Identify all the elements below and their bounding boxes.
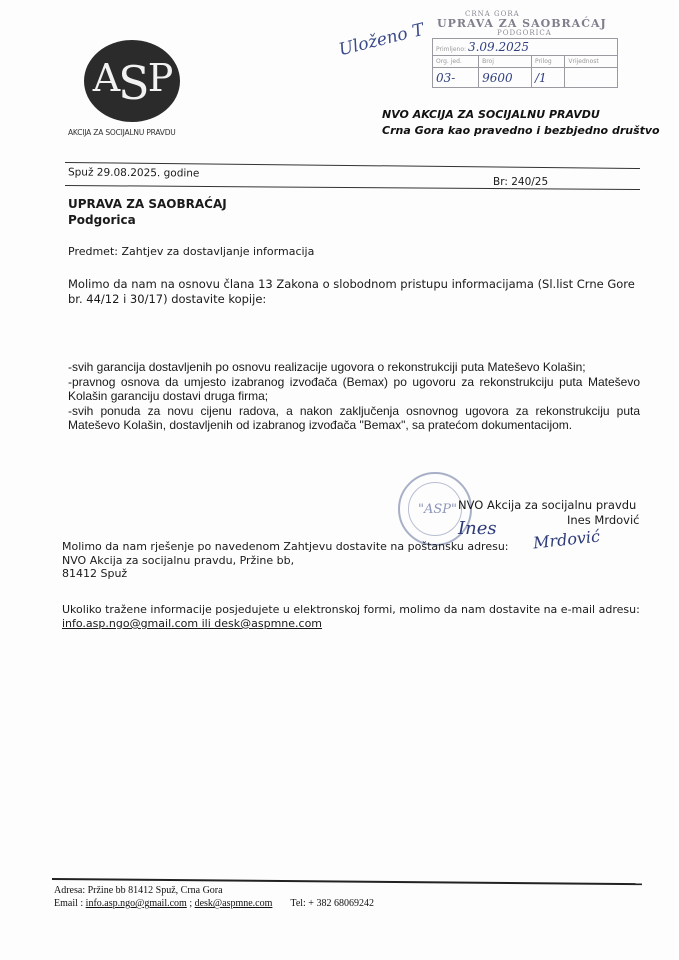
requested-item: -pravnog osnova da umjesto izabranog izvođača (Bemax) po ugovoru za rekonstrukciju puta Mateševo Kolašin garanciju dostavi druga firma; <box>68 374 640 403</box>
stamp-received-date: 3.09.2025 <box>467 40 530 54</box>
requested-item: -svih garancija dostavljenih po osnovu realizacije ugovora o rekonstrukciji puta Mateševo Kolašin; <box>68 360 586 374</box>
postal-request <box>62 540 509 581</box>
logo-letter-a: A <box>92 56 119 100</box>
stamp-received-cell <box>433 39 618 56</box>
footer-address: Adresa: Pržine bb 81412 Spuž, Crna Gora <box>54 885 223 896</box>
recipient-block <box>68 196 227 228</box>
footer-email-1[interactable]: info.asp.ngo@gmail.com <box>85 898 187 909</box>
footer-contact <box>54 897 374 910</box>
divider-bottom <box>65 185 640 190</box>
postal-address-line2: 81412 Spuž <box>62 567 128 580</box>
stamp-row-values <box>433 68 618 88</box>
stamp-row-headers <box>433 56 618 68</box>
stamp-title: UPRAVA ZA SAOBRAĆAJ <box>437 17 607 30</box>
intro-paragraph: Molimo da nam na osnovu člana 13 Zakona o slobodnom pristupu informacijama (Sl.list Crne Gore br. 44/12 i 30/17) dostavite kopije: <box>68 277 635 306</box>
footer-phone: Tel: + 382 68069242 <box>290 898 374 909</box>
reference-number: Br: 240/25 <box>493 176 549 188</box>
stamp-val-org: 03- <box>433 68 479 88</box>
signature-org: NVO Akcija za socijalnu pravdu <box>458 498 637 512</box>
stamp-val-number: 9600 <box>479 68 532 88</box>
sender-name: NVO AKCIJA ZA SOCIJALNU PRAVDU <box>382 108 600 121</box>
seal-text: "ASP" <box>418 502 457 517</box>
place-date: Spuž 29.08.2025. godine <box>67 166 200 180</box>
electronic-request <box>62 603 640 631</box>
postal-request-text: Molimo da nam rješenje po navedenom Zahtjevu dostavite na poštansku adresu: <box>62 540 509 553</box>
stamp-col-value: Vrijednost <box>565 56 618 68</box>
stamp-country: CRNA GORA <box>465 10 520 18</box>
footer-email-label: Email : <box>54 898 86 909</box>
stamp-row-received <box>433 39 618 56</box>
handwritten-note: Uloženo T <box>336 19 427 61</box>
electronic-request-text: Ukoliko tražene informacije posjedujete u elektronskoj formi, molimo da nam dostavite na e-mail adresu: <box>62 603 640 616</box>
stamp-val-value <box>565 68 618 88</box>
logo-caption: AKCIJA ZA SOCIJALNU PRAVDU <box>68 128 176 137</box>
stamp-city: PODGORICA <box>497 29 552 37</box>
stamp-col-org: Org. jed. <box>433 56 479 68</box>
sender-slogan: Crna Gora kao pravedno i bezbjedno društvo <box>382 124 660 137</box>
logo-letter-s: S <box>118 56 148 110</box>
stamp-col-number: Broj <box>479 56 532 68</box>
requested-items-list <box>68 360 640 433</box>
signature-name: Ines Mrdović <box>567 513 640 527</box>
stamp-col-attachment: Prilog <box>531 56 564 68</box>
stamp-val-attachment: /1 <box>531 68 564 88</box>
postal-address-line1: NVO Akcija za socijalnu pravdu, Pržine bb, <box>62 553 295 567</box>
recipient-city: Podgorica <box>68 213 136 227</box>
handwritten-signature-first: Ines <box>458 518 497 539</box>
email-addresses[interactable]: info.asp.ngo@gmail.com ili desk@aspmne.com <box>62 617 323 630</box>
footer-email-separator: ; <box>186 898 195 909</box>
stamp-received-label: Primljeno: <box>436 46 467 53</box>
handwritten-signature-last: Mrdović <box>532 526 601 553</box>
logo-letter-p: P <box>147 56 172 100</box>
logo-monogram <box>84 48 180 110</box>
received-stamp-table <box>432 38 618 88</box>
footer <box>54 884 374 910</box>
footer-email-2[interactable]: desk@aspmne.com <box>194 898 273 909</box>
recipient-name: UPRAVA ZA SAOBRAĆAJ <box>68 197 227 211</box>
requested-item: -svih ponuda za novu cijenu radova, a nakon zaključenja osnovnog ugovora za rekonstrukciju puta Mateševo Kolašin, dostavljenih od izabranog izvođača "Bemax", sa pratećom dokumentacijom. <box>68 403 640 432</box>
subject-line: Predmet: Zahtjev za dostavljanje informacija <box>68 245 315 258</box>
